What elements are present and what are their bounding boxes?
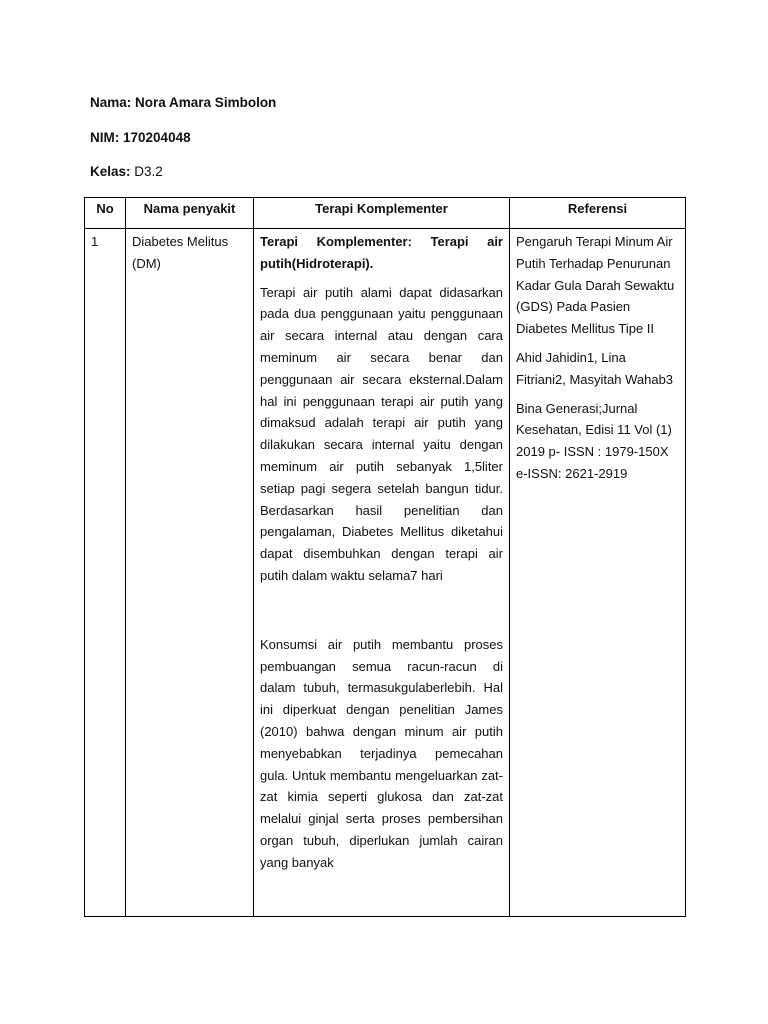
therapy-paragraph-1: Terapi air putih alami dapat didasarkan pada dua penggunaan yaitu penggunaan air secara internal atau dengan cara meminum air secara benar dan penggunaan air secara eksternal.Dalam hal ini penggunaan terapi air putih yang dimaksud adalah terapi air putih yang dilakukan secara internal yaitu dengan meminum air putih sebanyak 1,5liter setiap pagi segera setelah bangun tidur. Berdasarkan hasil penelitian dan pengalaman, Diabetes Mellitus diketahui dapat disembuhkan dengan terapi air putih dalam waktu selama7 hari <box>260 284 503 583</box>
student-name-line <box>90 94 276 112</box>
row-number: 1 <box>91 234 99 249</box>
name-value: Nora Amara Simbolon <box>135 95 277 110</box>
therapy-table <box>84 197 686 917</box>
student-nim-line <box>90 129 191 147</box>
column-header-reference: Referensi <box>567 201 628 216</box>
reference-title: Pengaruh Terapi Minum Air Putih Terhadap Penurunan Kadar Gula Darah Sewaktu (GDS) Pada Pasien Diabetes Mellitus Tipe II <box>516 234 675 337</box>
reference-authors: Ahid Jahidin1, Lina Fitriani2, Masyitah Wahab3 <box>516 349 674 387</box>
column-divider <box>253 198 254 916</box>
reference-journal: Bina Generasi;Jurnal Kesehatan, Edisi 11 Vol (1) 2019 p- ISSN : 1979-150X <box>516 400 672 460</box>
disease-name: Diabetes Melitus (DM) <box>132 234 229 271</box>
student-class-line <box>90 163 163 181</box>
name-label: Nama: <box>90 95 132 110</box>
kelas-value: D3.2 <box>134 164 163 179</box>
kelas-label: Kelas: <box>90 164 131 179</box>
column-divider <box>509 198 510 916</box>
column-header-disease: Nama penyakit <box>143 201 236 216</box>
column-header-therapy: Terapi Komplementer <box>315 201 448 216</box>
column-header-no: No <box>96 201 114 216</box>
reference-cell <box>516 231 678 485</box>
column-divider <box>125 198 126 916</box>
nim-value: 170204048 <box>123 130 191 145</box>
therapy-cell <box>260 231 503 874</box>
reference-eissn: e-ISSN: 2621-2919 <box>516 465 628 481</box>
header-divider <box>85 228 685 229</box>
nim-label: NIM: <box>90 130 120 145</box>
therapy-title: Terapi Komplementer: Terapi air putih(Hidroterapi). <box>260 234 503 271</box>
therapy-paragraph-2: Konsumsi air putih membantu proses pembuangan semua racun-racun di dalam tubuh, termasukgulaberlebih. Hal ini diperkuat dengan penelitian James (2010) bahwa dengan minum air putih menyebabkan terjadinya pemecahan gula. Untuk membantu mengeluarkan zat-zat kimia seperti glukosa dan zat-zat melalui ginjal serta proses pembersihan organ tubuh, diperlukan jumlah cairan yang banyak <box>260 636 503 870</box>
